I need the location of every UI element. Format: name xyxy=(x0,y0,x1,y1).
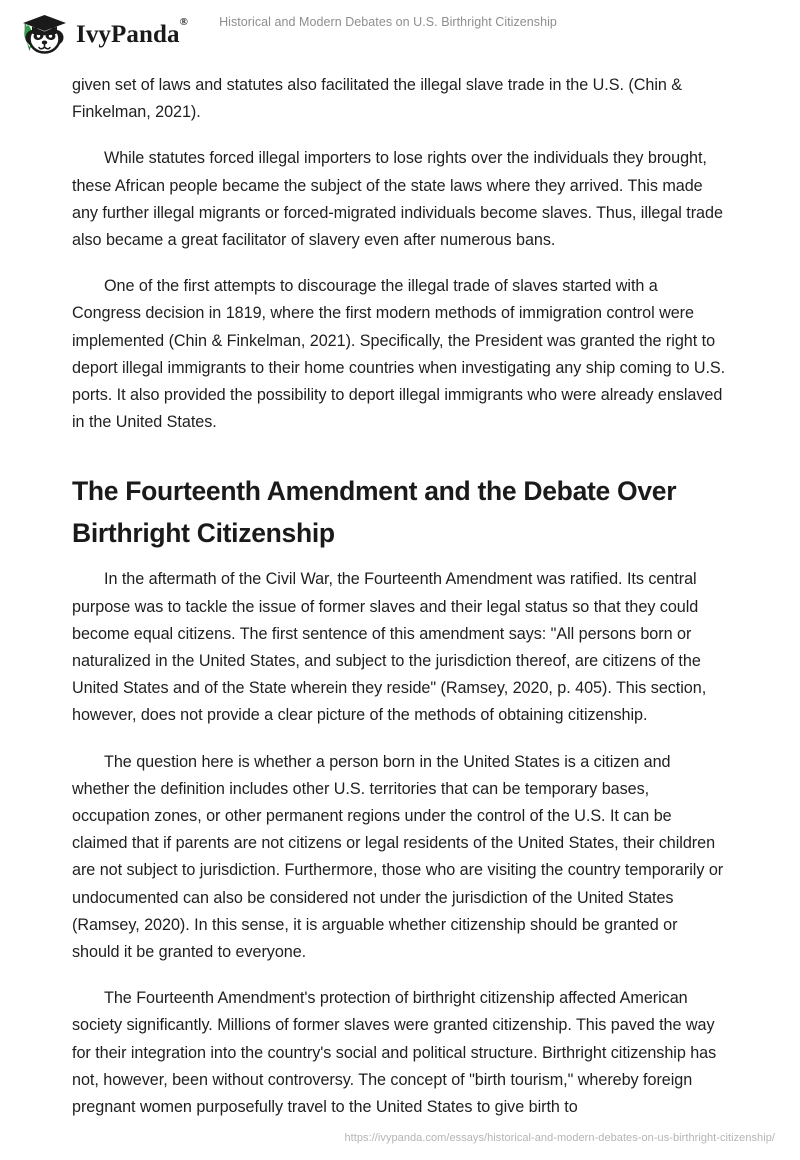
registered-trademark-icon: ® xyxy=(179,16,188,29)
page-header xyxy=(0,0,800,62)
paragraph: The question here is whether a person born in the United States is a citizen and whether the definition includes other U.S. territories that can be temporary bases, occupation zones, or other permanent regions under the control of the U.S. It can be claimed that if parents are not citizens or legal residents of the United States, their children are not subject to jurisdiction. Furthermore, those who are visiting the country temporarily or undocumented can also be considered not under the jurisdiction of the United States (Ramsey, 2020). In this sense, it is arguable whether citizenship should be granted or should it be granted to everyone. xyxy=(72,752,724,962)
paragraph: The Fourteenth Amendment's protection of birthright citizenship affected American society significantly. Millions of former slaves were granted citizenship. This paved the way for their integration into the country's social and political structure. Birthright citizenship has not, however, been without controversy. The concept of "birth tourism," whereby foreign pregnant women purposefully travel to the United States to give birth to xyxy=(72,989,717,1117)
running-head-document-title: Historical and Modern Debates on U.S. Birthright Citizenship xyxy=(219,15,557,29)
paragraph-continued: given set of laws and statutes also facilitated the illegal slave trade in the U.S. (Chin & Finkelman, 2021). xyxy=(72,76,683,122)
paragraph: One of the first attempts to discourage the illegal trade of slaves started with a Congress decision in 1819, where the first modern methods of immigration control were implemented (Chin & Finkelman, 2021). Specifically, the President was granted the right to deport illegal immigrants to their home countries when investigating any ship coming to U.S. ports. It also provided the possibility to deport illegal immigrants who were already enslaved in the United States. xyxy=(72,277,726,432)
source-url-link[interactable]: https://ivypanda.com/essays/historical-and-modern-debates-on-us-birthright-citizenship/ xyxy=(344,1132,775,1144)
document-body xyxy=(72,72,726,1121)
section-heading: The Fourteenth Amendment and the Debate Over Birthright Citizenship xyxy=(72,476,677,549)
page-footer xyxy=(0,1128,800,1146)
brand-name-text: IvyPanda xyxy=(76,20,180,48)
paragraph: In the aftermath of the Civil War, the Fourteenth Amendment was ratified. Its central purpose was to tackle the issue of former slaves and their legal status so that they could become equal citizens. The first sentence of this amendment says: "All persons born or naturalized in the United States, and subject to the jurisdiction thereof, are citizens of the United States and of the State wherein they reside" (Ramsey, 2020, p. 405). This section, however, does not provide a clear picture of the methods of obtaining citizenship. xyxy=(72,570,707,725)
paragraph: While statutes forced illegal importers to lose rights over the individuals they brought, these African people became the subject of the state laws where they arrived. This made any further illegal migrants or forced-migrated individuals become slaves. Thus, illegal trade also became a great facilitator of slavery even after numerous bans. xyxy=(72,149,723,250)
